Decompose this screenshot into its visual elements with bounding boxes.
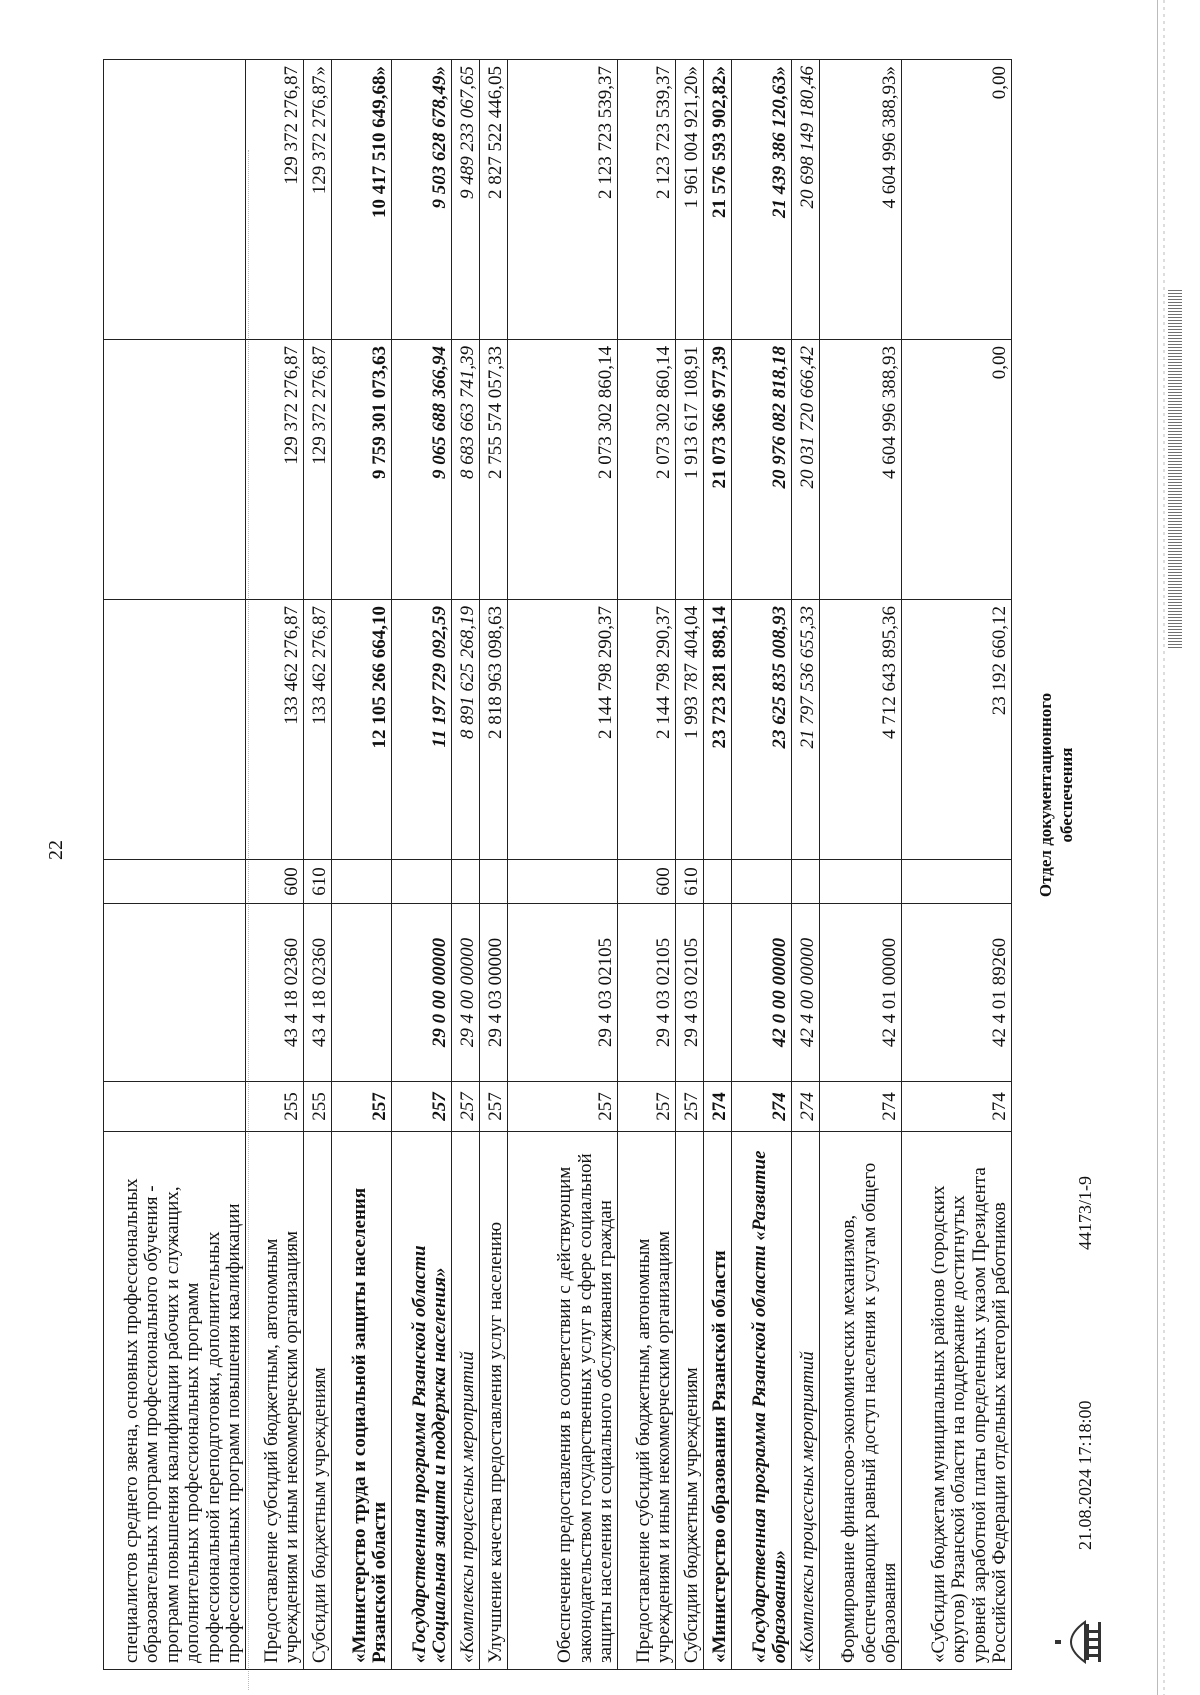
table-row [508, 60, 618, 1670]
row-gr-cell: 257 [480, 1082, 508, 1132]
row-gr-cell: 255 [304, 1082, 332, 1132]
scan-edge-dots [1163, 0, 1165, 1695]
table-row [792, 60, 820, 1670]
duma-emblem-icon [1055, 1614, 1105, 1670]
row-csr-cell: 29 4 00 00000 [452, 904, 480, 1082]
row-sum-2024-cell: 21 797 536 655,33 [792, 600, 820, 860]
table-row [332, 60, 392, 1670]
row-sum-2026-cell: 21 576 593 902,82» [704, 60, 732, 340]
row-sum-2024-cell: 2 144 798 290,37 [618, 600, 676, 860]
row-gr-cell: 257 [618, 1082, 676, 1132]
row-csr-cell [704, 904, 732, 1082]
scan-artifact-bar [1168, 290, 1182, 650]
table-row [820, 60, 902, 1670]
row-sum-2026-cell: 21 439 386 120,63» [732, 60, 792, 340]
row-gr-cell: 274 [704, 1082, 732, 1132]
row-sum-2025-cell: 2 073 302 860,14 [508, 340, 618, 600]
row-sum-2024-cell: 11 197 729 092,59 [392, 600, 452, 860]
row-vr-cell [332, 860, 392, 904]
row-name-cell: специалистов среднего звена, основных профессиональных образовательных программ профессионального обучения - программ повышения квалификации рабочих и служащих, дополнительных профессиональных программ профессиональной переподготовки, дополнительных профессиональных программ повышения квалификации [104, 1132, 246, 1670]
row-sum-2025-cell: 129 372 276,87 [304, 340, 332, 600]
row-sum-2026-cell: 2 827 522 446,05 [480, 60, 508, 340]
footer-doc-id: 44173/1-9 [1075, 1176, 1095, 1250]
row-sum-2025-cell: 20 976 082 818,18 [732, 340, 792, 600]
page-number: 22 [45, 840, 67, 860]
row-sum-2026-cell: 9 489 233 067,65 [452, 60, 480, 340]
row-sum-2025-cell: 1 913 617 108,91 [676, 340, 704, 600]
row-name-cell: «Государственная программа Рязанской области «Развитие образования» [732, 1132, 792, 1670]
row-vr-cell [104, 860, 246, 904]
row-name-cell: «Министерство труда и социальной защиты населения Рязанской области [332, 1132, 392, 1670]
row-sum-2026-cell: 2 123 723 539,37 [508, 60, 618, 340]
row-name-cell: Субсидии бюджетным учреждениям [304, 1132, 332, 1670]
row-vr-cell: 600 [618, 860, 676, 904]
row-gr-cell: 257 [452, 1082, 480, 1132]
row-name-cell: «Министерство образования Рязанской области [704, 1132, 732, 1670]
row-gr-cell: 257 [676, 1082, 704, 1132]
row-sum-2025-cell: 21 073 366 977,39 [704, 340, 732, 600]
row-sum-2024-cell: 8 891 625 268,19 [452, 600, 480, 860]
table-row [902, 60, 1012, 1670]
row-csr-cell: 42 4 00 00000 [792, 904, 820, 1082]
row-vr-cell [480, 860, 508, 904]
row-gr-cell: 257 [392, 1082, 452, 1132]
row-vr-cell [820, 860, 902, 904]
row-name-cell: Формирование финансово-экономических механизмов, обеспечивающих равный доступ населения к услугам общего образования [820, 1132, 902, 1670]
row-gr-cell: 255 [246, 1082, 304, 1132]
row-sum-2025-cell: 129 372 276,87 [246, 340, 304, 600]
row-vr-cell [704, 860, 732, 904]
row-sum-2024-cell: 12 105 266 664,10 [332, 600, 392, 860]
row-gr-cell: 274 [902, 1082, 1012, 1132]
row-sum-2025-cell: 20 031 720 666,42 [792, 340, 820, 600]
footer-department-stamp: Отдел документационного обеспечения [1036, 692, 1077, 898]
table-row [704, 60, 732, 1670]
row-name-cell: «Комплексы процессных мероприятий [452, 1132, 480, 1670]
row-sum-2024-cell: 133 462 276,87 [246, 600, 304, 860]
table-row [104, 60, 246, 1670]
row-name-cell: Предоставление субсидий бюджетным, автономным учреждениям и иным некоммерческим организациям [618, 1132, 676, 1670]
row-sum-2026-cell: 20 698 149 180,46 [792, 60, 820, 340]
row-sum-2026-cell: 129 372 276,87 [246, 60, 304, 340]
row-csr-cell: 42 4 01 89260 [902, 904, 1012, 1082]
row-gr-cell: 274 [792, 1082, 820, 1132]
table-row [246, 60, 304, 1670]
row-sum-2025-cell [104, 340, 246, 600]
row-sum-2026-cell: 2 123 723 539,37 [618, 60, 676, 340]
table-row [480, 60, 508, 1670]
table-body [104, 60, 1012, 1670]
row-gr-cell [104, 1082, 246, 1132]
row-csr-cell: 29 4 03 02105 [508, 904, 618, 1082]
row-sum-2026-cell: 0,00 [902, 60, 1012, 340]
row-gr-cell: 274 [732, 1082, 792, 1132]
row-sum-2026-cell [104, 60, 246, 340]
row-csr-cell: 42 0 00 00000 [732, 904, 792, 1082]
table-row [392, 60, 452, 1670]
row-vr-cell [508, 860, 618, 904]
row-csr-cell: 29 4 03 02105 [676, 904, 704, 1082]
row-csr-cell: 42 4 01 00000 [820, 904, 902, 1082]
row-sum-2026-cell: 9 503 628 678,49» [392, 60, 452, 340]
row-sum-2024-cell: 23 723 281 898,14 [704, 600, 732, 860]
row-csr-cell [104, 904, 246, 1082]
row-sum-2026-cell: 1 961 004 921,20» [676, 60, 704, 340]
row-sum-2025-cell: 0,00 [902, 340, 1012, 600]
row-sum-2026-cell: 10 417 510 649,68» [332, 60, 392, 340]
row-sum-2025-cell: 2 755 574 057,33 [480, 340, 508, 600]
row-csr-cell: 29 4 03 00000 [480, 904, 508, 1082]
table-row [618, 60, 676, 1670]
row-sum-2024-cell [104, 600, 246, 860]
row-csr-cell: 43 4 18 02360 [304, 904, 332, 1082]
row-csr-cell [332, 904, 392, 1082]
row-csr-cell: 29 4 03 02105 [618, 904, 676, 1082]
row-sum-2026-cell: 129 372 276,87» [304, 60, 332, 340]
row-name-cell: Предоставление субсидий бюджетным, автономным учреждениям и иным некоммерческим организациям [246, 1132, 304, 1670]
row-sum-2026-cell: 4 604 996 388,93» [820, 60, 902, 340]
row-sum-2024-cell: 133 462 276,87 [304, 600, 332, 860]
table-row [676, 60, 704, 1670]
row-name-cell: «Комплексы процессных мероприятий [792, 1132, 820, 1670]
row-sum-2025-cell: 2 073 302 860,14 [618, 340, 676, 600]
row-vr-cell [792, 860, 820, 904]
row-vr-cell [392, 860, 452, 904]
table-row [732, 60, 792, 1670]
row-vr-cell [732, 860, 792, 904]
scan-edge-line [1157, 0, 1158, 1695]
row-vr-cell: 610 [304, 860, 332, 904]
row-name-cell: Обеспечение предоставления в соответствии с действующим законодательством государственных услуг в сфере социальной защиты населения и социального обслуживания граждан [508, 1132, 618, 1670]
row-sum-2024-cell: 4 712 643 895,36 [820, 600, 902, 860]
row-csr-cell: 43 4 18 02360 [246, 904, 304, 1082]
table-row [452, 60, 480, 1670]
row-sum-2025-cell: 4 604 996 388,93 [820, 340, 902, 600]
rotated-document-page [25, 50, 1145, 1670]
row-sum-2024-cell: 2 818 963 098,63 [480, 600, 508, 860]
table-row [304, 60, 332, 1670]
row-name-cell: «Субсидии бюджетам муниципальных районов (городских округов) Рязанской области на поддержание достигнутых уровней заработной платы определенных указом Президента Российской Федерации отдельных категорий работников [902, 1132, 1012, 1670]
budget-table [103, 59, 1012, 1670]
row-name-cell: Улучшение качества предоставления услуг населению [480, 1132, 508, 1670]
row-sum-2024-cell: 2 144 798 290,37 [508, 600, 618, 860]
row-vr-cell: 600 [246, 860, 304, 904]
row-vr-cell [452, 860, 480, 904]
row-sum-2025-cell: 9 759 301 073,63 [332, 340, 392, 600]
row-gr-cell: 257 [332, 1082, 392, 1132]
row-gr-cell: 257 [508, 1082, 618, 1132]
row-vr-cell: 610 [676, 860, 704, 904]
row-sum-2024-cell: 1 993 787 404,04 [676, 600, 704, 860]
row-vr-cell [902, 860, 1012, 904]
footer-timestamp: 21.08.2024 17:18:00 [1075, 1400, 1095, 1550]
row-name-cell: «Государственная программа Рязанской области «Социальная защита и поддержка населения» [392, 1132, 452, 1670]
row-sum-2025-cell: 8 683 663 741,39 [452, 340, 480, 600]
row-gr-cell: 274 [820, 1082, 902, 1132]
row-csr-cell: 29 0 00 00000 [392, 904, 452, 1082]
row-sum-2024-cell: 23 625 835 008,93 [732, 600, 792, 860]
row-name-cell: Субсидии бюджетным учреждениям [676, 1132, 704, 1670]
row-sum-2024-cell: 23 192 660,12 [902, 600, 1012, 860]
row-sum-2025-cell: 9 065 688 366,94 [392, 340, 452, 600]
